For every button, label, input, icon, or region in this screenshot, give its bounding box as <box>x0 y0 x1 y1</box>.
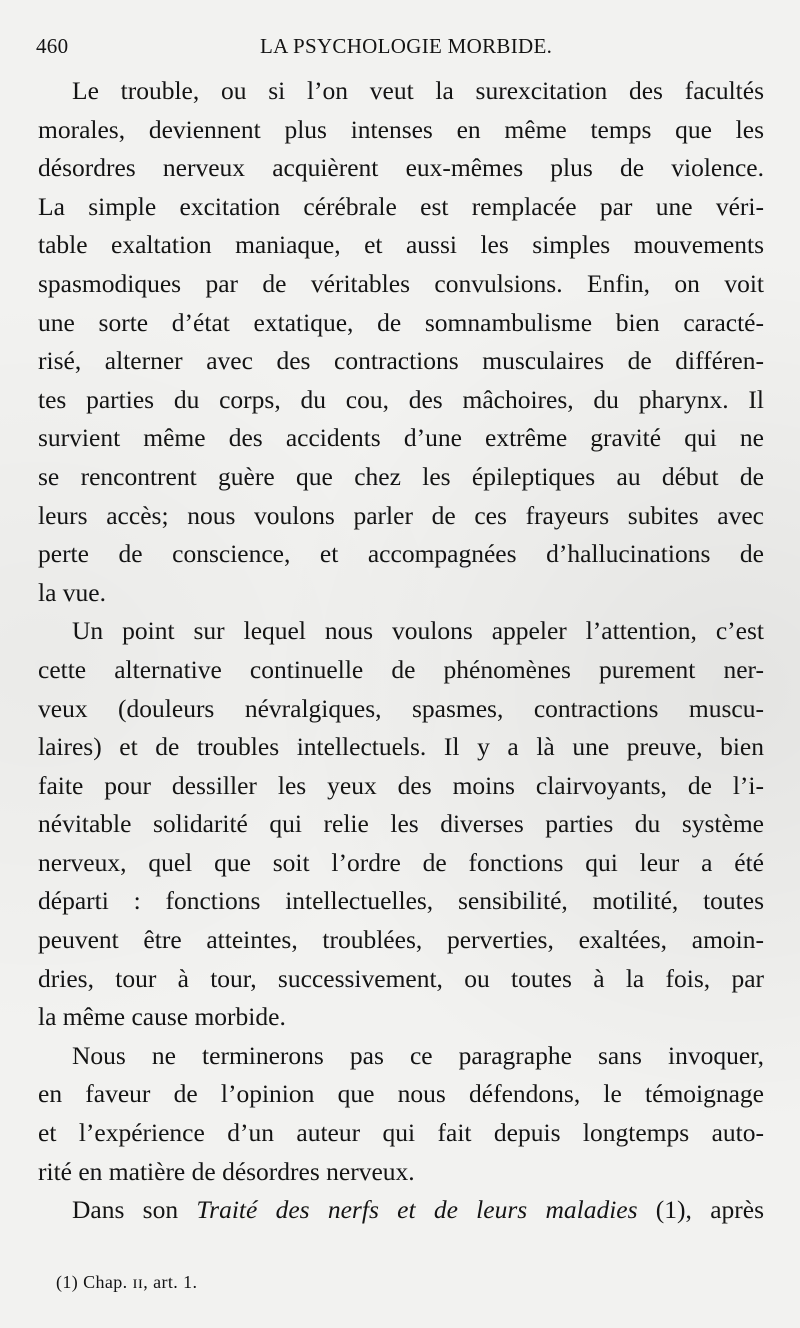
text-body <box>38 72 764 1230</box>
text-line: perte de conscience, et accompagnées d’hallucinations de <box>38 539 764 569</box>
text-line: rité en matière de désordres nerveux. <box>38 1156 415 1186</box>
text-line: la même cause morbide. <box>38 1002 286 1032</box>
text-line: survient même des accidents d’une extrême gravité qui ne <box>38 423 764 453</box>
text-line: dries, tour à tour, successivement, ou toutes à la fois, par <box>38 963 764 993</box>
text-line: veux (douleurs névralgiques, spasmes, contractions muscu- <box>38 693 764 723</box>
text-line: spasmodiques par de véritables convulsions. Enfin, on voit <box>38 268 764 298</box>
text-fragment: Dans son <box>72 1195 197 1225</box>
text-line: tes parties du corps, du cou, des mâchoires, du pharynx. Il <box>38 384 764 414</box>
paragraph <box>38 1191 764 1230</box>
text-line: et l’expérience d’un auteur qui fait depuis longtemps auto- <box>38 1118 764 1148</box>
text-line: nerveux, quel que soit l’ordre de fonctions qui leur a été <box>38 847 764 877</box>
text-line: névitable solidarité qui relie les diverses parties du système <box>38 809 764 839</box>
paragraph <box>38 612 764 1037</box>
text-line: leurs accès; nous voulons parler de ces frayeurs subites avec <box>38 500 764 530</box>
text-line: peuvent être atteintes, troublées, perverties, exaltées, amoin- <box>38 925 764 955</box>
text-line: risé, alterner avec des contractions musculaires de différen- <box>38 346 764 376</box>
text-line: Un point sur lequel nous voulons appeler l’attention, c’est <box>72 616 764 646</box>
text-line: Nous ne terminerons pas ce paragraphe sans invoquer, <box>72 1040 764 1070</box>
text-line: faite pour dessiller les yeux des moins clairvoyants, de l’i- <box>38 770 764 800</box>
footnote: (1) Chap. ɪɪ, art. 1. <box>56 1272 198 1292</box>
text-line: cette alternative continuelle de phénomènes purement ner- <box>38 654 764 684</box>
text-line: départi : fonctions intellectuelles, sensibilité, motilité, toutes <box>38 886 764 916</box>
paragraph <box>38 1037 764 1191</box>
text-line: laires) et de troubles intellectuels. Il y a là une preuve, bien <box>38 732 764 762</box>
text-line: table exaltation maniaque, et aussi les simples mouvements <box>38 230 764 260</box>
text-fragment: (1), après <box>637 1195 764 1225</box>
running-head: LA PSYCHOLOGIE MORBIDE. <box>260 34 553 58</box>
book-title: Traité des nerfs et de leurs maladies <box>196 1195 638 1225</box>
text-line: la vue. <box>38 577 106 607</box>
page-header <box>36 34 766 64</box>
text-line: une sorte d’état extatique, de somnambulisme bien caracté- <box>38 307 764 337</box>
text-line: La simple excitation cérébrale est remplacée par une véri- <box>38 191 764 221</box>
page-number: 460 <box>36 34 69 58</box>
text-line <box>38 1191 764 1230</box>
text-line: morales, deviennent plus intenses en même temps que les <box>38 114 764 144</box>
text-line: se rencontrent guère que chez les épileptiques au début de <box>38 461 764 491</box>
text-line: en faveur de l’opinion que nous défendons, le témoignage <box>38 1079 764 1109</box>
paragraph <box>38 72 764 612</box>
text-line: Le trouble, ou si l’on veut la surexcitation des facultés <box>72 76 764 105</box>
text-line: désordres nerveux acquièrent eux-mêmes plus de violence. <box>38 153 764 183</box>
